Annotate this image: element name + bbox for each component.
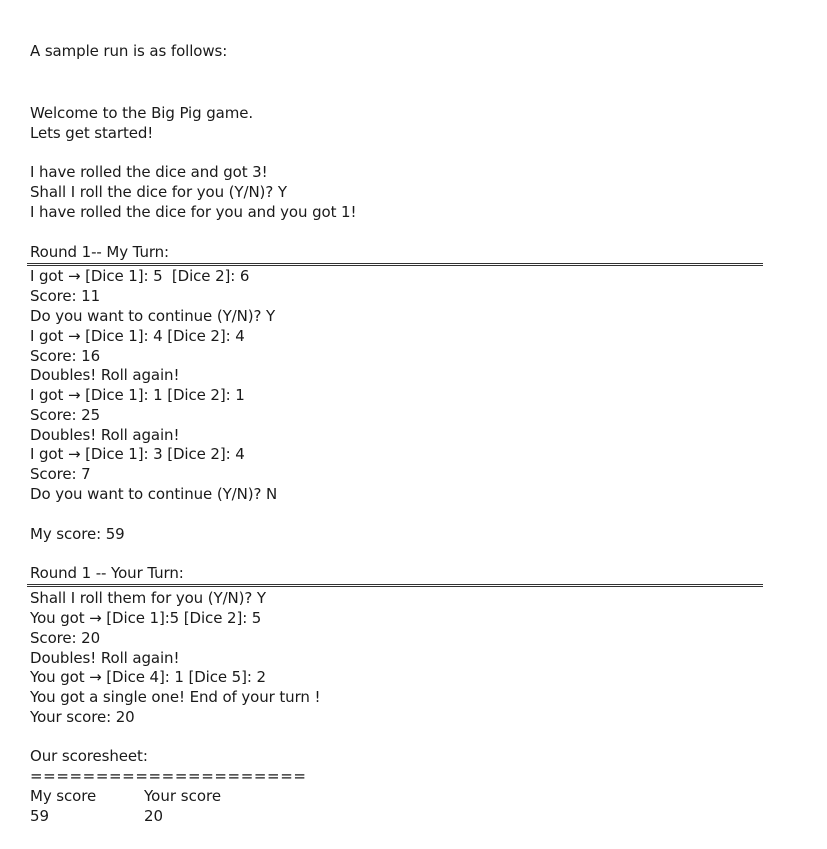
setup-line: I have rolled the dice for you and you got 1! <box>30 203 357 221</box>
my-turn-line: Do you want to continue (Y/N)? N <box>30 485 278 503</box>
your-turn-line: You got → [Dice 1]:5 [Dice 2]: 5 <box>30 609 262 627</box>
your-turn-line: Doubles! Roll again! <box>30 649 180 667</box>
my-turn-line: Score: 11 <box>30 287 101 305</box>
scoresheet-value-your-score: 20 <box>144 807 164 825</box>
setup-line: Shall I roll the dice for you (Y/N)? Y <box>30 183 287 201</box>
your-turn-line: Shall I roll them for you (Y/N)? Y <box>30 589 266 607</box>
your-turn-heading: Round 1 -- Your Turn: <box>30 564 184 582</box>
my-score-total: My score: 59 <box>30 525 125 543</box>
your-turn-line: You got a single one! End of your turn ! <box>30 688 321 706</box>
my-turn-line: Doubles! Roll again! <box>30 366 180 384</box>
your-turn-divider <box>27 584 763 587</box>
your-turn-line: You got → [Dice 4]: 1 [Dice 5]: 2 <box>30 668 266 686</box>
scoresheet-heading: Our scoresheet: <box>30 747 148 765</box>
my-turn-line: Score: 16 <box>30 347 101 365</box>
scoresheet-value-my-score: 59 <box>30 807 49 825</box>
my-turn-line: I got → [Dice 1]: 5 [Dice 2]: 6 <box>30 267 250 285</box>
your-turn-line: Score: 20 <box>30 629 101 647</box>
my-turn-heading: Round 1-- My Turn: <box>30 243 170 261</box>
your-turn-line: Your score: 20 <box>30 708 135 726</box>
my-turn-line: I got → [Dice 1]: 3 [Dice 2]: 4 <box>30 445 245 463</box>
my-turn-line: I got → [Dice 1]: 4 [Dice 2]: 4 <box>30 327 245 345</box>
intro-text: A sample run is as follows: <box>30 42 228 60</box>
scoresheet-header-your-score: Your score <box>144 787 222 805</box>
my-turn-line: I got → [Dice 1]: 1 [Dice 2]: 1 <box>30 386 245 404</box>
scoresheet-separator: ===================== <box>30 767 307 785</box>
setup-line: I have rolled the dice and got 3! <box>30 163 268 181</box>
my-turn-line: Score: 25 <box>30 406 101 424</box>
scoresheet-header-my-score: My score <box>30 787 97 805</box>
my-turn-line: Doubles! Roll again! <box>30 426 180 444</box>
welcome-line: Lets get started! <box>30 124 154 142</box>
welcome-line: Welcome to the Big Pig game. <box>30 104 254 122</box>
my-turn-line: Score: 7 <box>30 465 91 483</box>
my-turn-line: Do you want to continue (Y/N)? Y <box>30 307 276 325</box>
